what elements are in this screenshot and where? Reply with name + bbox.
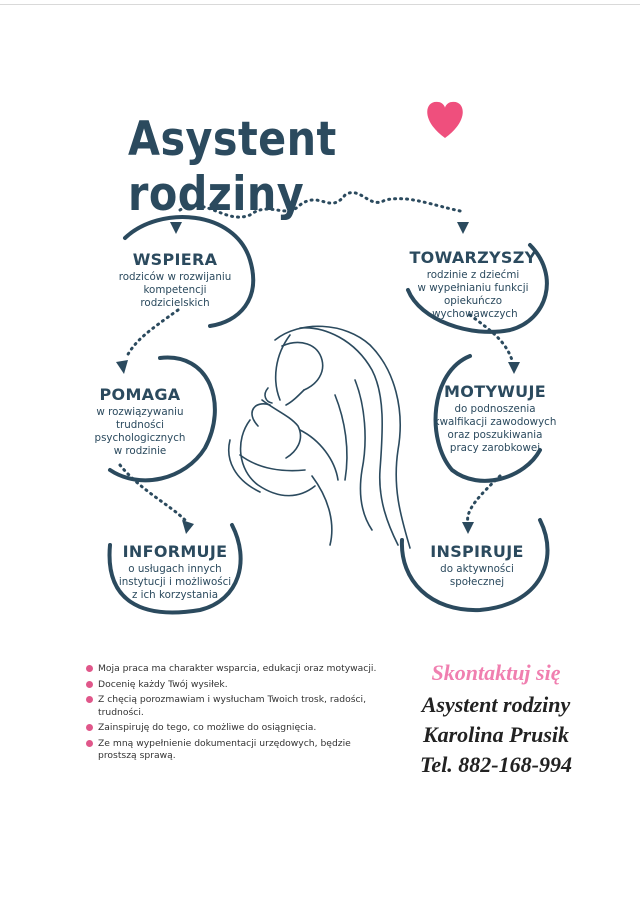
list-item-text: Z chęcią porozmawiam i wysłucham Twoich trosk, radości, trudności. [98,694,367,718]
card-line: oraz poszukiwania [447,429,543,441]
card-heading: POMAGA [99,385,181,404]
arrow-down-icon [170,222,182,234]
card-line: kwalfikacji zawodowych [433,416,557,428]
list-item-text: Moja praca ma charakter wsparcia, edukacji oraz motywacji. [98,663,377,674]
bullet-dot-icon [86,681,93,688]
card-line: do aktywności [440,563,514,575]
card-line: w wypełnianiu funkcji [417,282,529,294]
card-line: rodziców w rozwijaniu [118,271,232,283]
card-line: pracy zarobkowej [449,442,541,454]
page-title: Asystent rodziny [128,112,337,222]
card-motywuje [420,382,570,455]
bullet-dot-icon [86,696,93,703]
list-item [86,694,386,719]
contact-block [398,660,594,778]
card-line: -wychowawczych [428,308,518,320]
list-item-text: Zainspiruję do tego, co możliwe do osiągnięcia. [98,722,317,733]
list-item [86,663,386,676]
bullet-list [86,663,386,766]
bullet-dot-icon [86,665,93,672]
list-item-text: Docenię każdy Twój wysiłek. [98,678,228,690]
card-line: trudności [115,419,165,431]
card-line: o usługach innych [128,563,222,575]
arrow-down-icon [182,520,194,534]
card-line: instytucji i możliwości [118,576,232,588]
card-heading: INFORMUJE [122,542,228,561]
card-informuje [100,542,250,602]
arrow-down-icon [457,222,469,234]
dotted-right-2 [468,476,500,523]
list-item-text: Ze mną wypełnienie dokumentacji urzędowych, będzie prostszą sprawą. [98,737,351,761]
arrow-down-icon [462,522,474,534]
card-heading: MOTYWUJE [444,382,546,401]
card-line: w rozwiązywaniu [96,406,184,418]
card-line: społecznej [449,576,505,588]
contact-role: Asystent rodziny [421,692,571,717]
card-line: psychologicznych [94,432,186,444]
mother-baby-illustration [229,326,410,548]
card-inspiruje [402,542,552,589]
arrow-down-icon [116,360,128,374]
card-line: do podnoszenia [454,403,536,415]
card-wspiera [100,250,250,310]
card-line: w rodzinie [113,445,167,457]
bullet-dot-icon [86,724,93,731]
list-item [86,738,386,763]
card-towarzyszy [398,248,548,321]
card-line: rodzinie z dziećmi [426,269,520,281]
card-line: opiekuńczo [443,295,503,307]
card-heading: TOWARZYSZY [409,248,537,267]
card-line: rodzicielskich [140,297,210,309]
card-heading: INSPIRUJE [430,542,524,561]
arrow-down-icon [508,362,520,374]
bullet-dot-icon [86,740,93,747]
contact-phone[interactable]: Tel. 882-168-994 [420,752,572,777]
card-heading: WSPIERA [132,250,218,269]
card-line: kompetencji [143,284,207,296]
contact-name: Karolina Prusik [422,722,570,747]
list-item [86,722,386,735]
card-pomaga [80,385,200,458]
card-line: z ich korzystania [131,589,219,601]
contact-heading: Skontaktuj się [431,660,561,685]
dotted-left-1 [126,310,178,358]
list-item [86,679,386,692]
dotted-right-1 [470,315,512,360]
